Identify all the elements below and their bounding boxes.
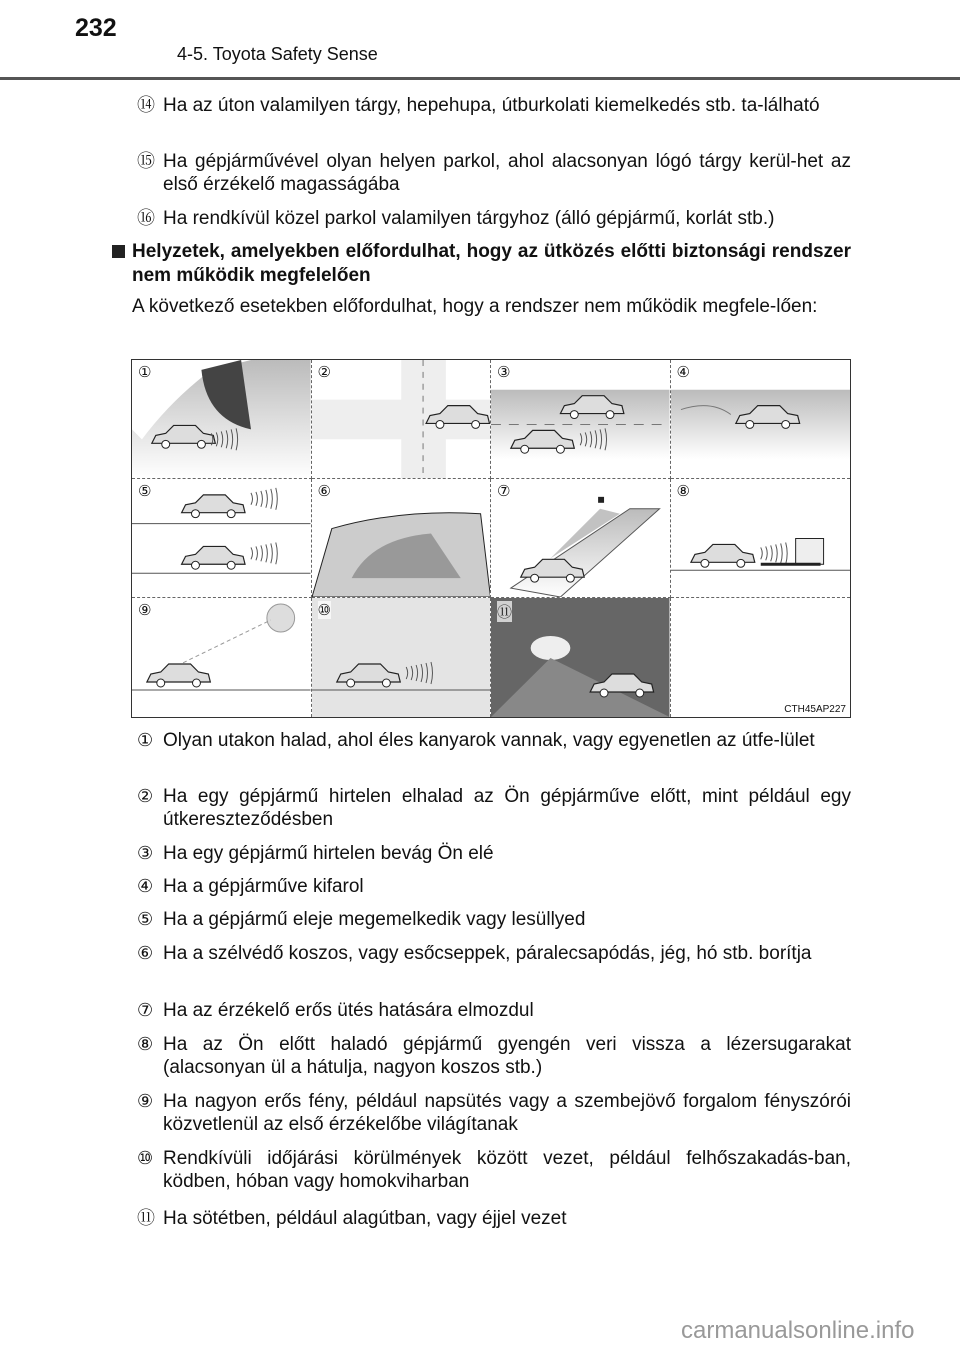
- item-text: Ha a szélvédő koszos, vagy esőcseppek, páralecsapódás, jég, hó stb. borítja: [163, 943, 812, 964]
- item-marker: ①: [137, 730, 154, 751]
- list-item: [137, 150, 851, 196]
- figure-panel: [312, 479, 492, 598]
- figure-panel: [132, 598, 312, 717]
- scene-illustration: [491, 360, 670, 478]
- item-text: Ha gépjárművével olyan helyen parkol, ahol alacsonyan lógó tárgy kerül-het az első érzékelő magasságába: [163, 151, 851, 195]
- item-text: Ha nagyon erős fény, például napsütés vagy a szembejövő forgalom fényszórói közvetlenül az első érzékelőbe világítanak: [163, 1091, 851, 1135]
- item-text: Ha a gépjárműve kifarol: [163, 876, 364, 897]
- scene-illustration: [132, 598, 311, 717]
- list-item: [137, 842, 851, 865]
- scene-illustration: [491, 598, 670, 717]
- list-item: [137, 999, 851, 1022]
- item-marker: ⑥: [137, 943, 154, 964]
- heading-text: Helyzetek, amelyekben előfordulhat, hogy az ütközés előtti biztonsági rendszer nem működik megfelelően: [132, 241, 851, 286]
- figure-panel: [491, 598, 671, 717]
- section-title: 4-5. Toyota Safety Sense: [177, 44, 378, 64]
- figure-panel: [491, 360, 671, 479]
- item-text: Rendkívüli időjárási körülmények között vezet, például felhőszakadás-ban, ködben, hóban vagy homokviharban: [163, 1148, 851, 1192]
- figure-panel: [671, 360, 851, 479]
- scene-illustration: [312, 598, 491, 717]
- situations-figure: [131, 359, 851, 718]
- item-marker: ⑧: [137, 1034, 154, 1055]
- list-item: [137, 94, 851, 117]
- panel-number: ⑤: [138, 482, 152, 500]
- panel-number: ⑨: [138, 601, 152, 619]
- panel-number: ⑩: [317, 601, 331, 619]
- list-item: [137, 908, 851, 931]
- item-marker: ④: [137, 876, 154, 897]
- scene-illustration: [132, 360, 311, 478]
- item-text: Ha az Ön előtt haladó gépjármű gyengén veri vissza a lézersugarakat (alacsonyan ül a hátulja, nagyon koszos stb.): [163, 1034, 851, 1078]
- scene-illustration: [671, 360, 851, 478]
- list-item: [137, 1147, 851, 1193]
- figure-panel: [671, 479, 851, 598]
- scene-illustration: [671, 598, 851, 717]
- scene-illustration: [491, 479, 670, 597]
- item-marker: ⑩: [137, 1148, 154, 1169]
- item-text: Ha rendkívül közel parkol valamilyen tárgyhoz (álló gépjármű, korlát stb.): [163, 208, 775, 229]
- intro-paragraph: A következő esetekben előfordulhat, hogy a rendszer nem működik megfele-lően:: [132, 296, 818, 317]
- scene-illustration: [312, 479, 491, 597]
- list-item: [137, 207, 851, 230]
- item-marker: ⑨: [137, 1091, 154, 1112]
- item-text: Ha egy gépjármű hirtelen bevág Ön elé: [163, 843, 494, 864]
- list-item: [137, 1033, 851, 1079]
- panel-number: ④: [676, 363, 690, 381]
- figure-panel: [671, 598, 851, 717]
- item-text: Olyan utakon halad, ahol éles kanyarok vannak, vagy egyenetlen az útfe-lület: [163, 730, 815, 751]
- item-text: Ha a gépjármű eleje megemelkedik vagy lesüllyed: [163, 909, 586, 930]
- figure-panel: [312, 598, 492, 717]
- scene-illustration: [312, 360, 491, 478]
- header-rule: [0, 77, 960, 80]
- item-marker: ⑭: [137, 95, 155, 116]
- item-marker: ⑤: [137, 909, 154, 930]
- list-item: [137, 942, 851, 965]
- panel-number: ②: [317, 363, 331, 381]
- panel-number: ①: [138, 363, 152, 381]
- item-text: Ha az úton valamilyen tárgy, hepehupa, útburkolati kiemelkedés stb. ta-lálható: [163, 95, 820, 116]
- item-text: Ha sötétben, például alagútban, vagy éjjel vezet: [163, 1208, 567, 1229]
- square-bullet-icon: [112, 245, 125, 258]
- watermark: carmanualsonline.info: [681, 1317, 915, 1344]
- panel-number: ⑧: [676, 482, 690, 500]
- scene-illustration: [132, 479, 311, 597]
- scene-illustration: [671, 479, 851, 597]
- section-heading: [112, 240, 851, 288]
- figure-panel: [312, 360, 492, 479]
- panel-number: ⑪: [497, 603, 513, 621]
- item-marker: ⑦: [137, 1000, 154, 1021]
- item-text: Ha az érzékelő erős ütés hatására elmozdul: [163, 1000, 534, 1021]
- item-marker: ③: [137, 843, 154, 864]
- figure-panel: [132, 479, 312, 598]
- list-item: [137, 729, 851, 752]
- list-item: [137, 785, 851, 831]
- list-item: [137, 1090, 851, 1136]
- figure-id: CTH45AP227: [784, 704, 846, 715]
- item-text: Ha egy gépjármű hirtelen elhalad az Ön gépjárműve előtt, mint például egy útkereszteződésben: [163, 786, 851, 830]
- list-item: [137, 875, 851, 898]
- item-marker: ⑮: [137, 151, 155, 172]
- page-number: 232: [75, 14, 117, 42]
- panel-number: ⑦: [497, 482, 511, 500]
- item-marker: ⑯: [137, 208, 155, 229]
- item-marker: ⑪: [137, 1208, 155, 1229]
- figure-panel: [132, 360, 312, 479]
- list-item: [137, 1207, 851, 1230]
- panel-number: ③: [497, 363, 511, 381]
- item-marker: ②: [137, 786, 154, 807]
- figure-panel: [491, 479, 671, 598]
- panel-number: ⑥: [317, 482, 331, 500]
